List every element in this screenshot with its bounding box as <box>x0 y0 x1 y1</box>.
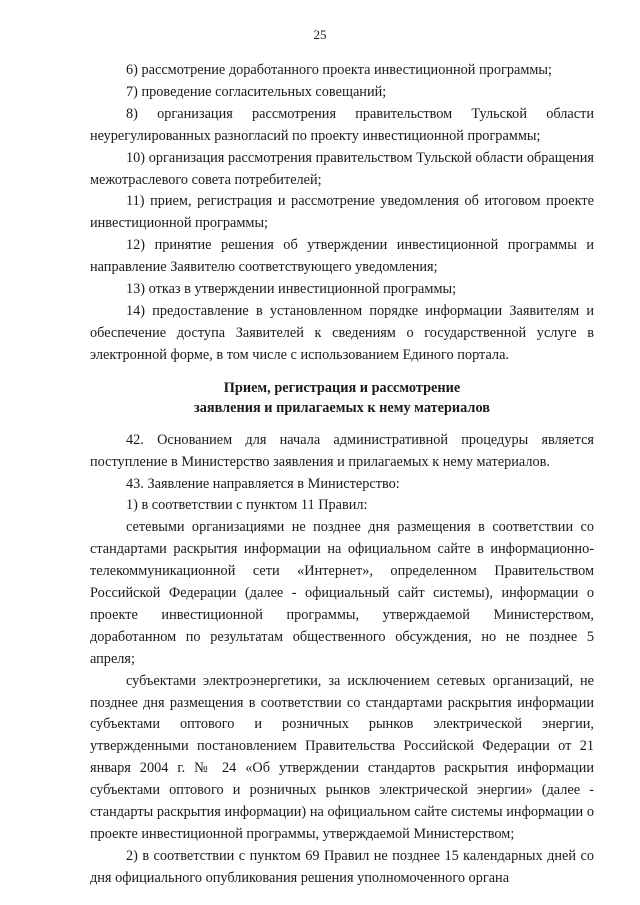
paragraph: 2) в соответствии с пунктом 69 Правил не позднее 15 календарных дней со дня официального опубликования решения уполномоченного органа <box>90 847 594 886</box>
section-heading-line-1: Прием, регистрация и рассмотрение <box>223 379 461 396</box>
page-number: 25 <box>313 27 327 42</box>
paragraph: субъектами электроэнергетики, за исключением сетевых организаций, не позднее дня размещения в соответствии со стандартами раскрытия информации субъектами оптового и розничных рынков электрической энергии, утвержденными постановлением Правительства Российской Федерации от 21 января 2004 г. № 24 «Об утверждении стандартов раскрытия информации субъектами оптового и розничных рынков электрической энергии» (далее - стандарты раскрытия информации) на официальном сайте системы информации о проекте инвестиционной программы, утверждаемой Министерством; <box>90 672 594 842</box>
list-item: 11) прием, регистрация и рассмотрение уведомления об итоговом проекте инвестиционной программы; <box>90 193 594 232</box>
list-item: 8) организация рассмотрения правительством Тульской области неурегулированных разногласий по проекту инвестиционной программы; <box>90 105 594 144</box>
section-heading <box>90 378 594 418</box>
list-item: 10) организация рассмотрения правительством Тульской области обращения межотраслевого совета потребителей; <box>90 149 594 188</box>
section-heading-line-2: заявления и прилагаемых к нему материалов <box>194 399 490 416</box>
paragraph: сетевыми организациями не позднее дня размещения в соответствии со стандартами раскрытия информации на официальном сайте в информационно-телекоммуникационной сети «Интернет», определенном Правительством Российской Федерации (далее - официальный сайт системы), информации о проекте инвестиционной программы, утверждаемой Министерством, доработанном по результатам общественного обсуждения, но не позднее 5 апреля; <box>90 519 594 667</box>
list-item: 13) отказ в утверждении инвестиционной программы; <box>126 281 457 298</box>
document-body <box>90 60 594 890</box>
list-item: 7) проведение согласительных совещаний; <box>126 83 387 100</box>
paragraph: 1) в соответствии с пунктом 11 Правил: <box>126 497 368 514</box>
list-item: 12) принятие решения об утверждении инвестиционной программы и направление Заявителю соответствующего уведомления; <box>90 237 594 276</box>
list-item: 6) рассмотрение доработанного проекта инвестиционной программы; <box>126 62 553 78</box>
list-item: 14) предоставление в установленном порядке информации Заявителям и обеспечение доступа Заявителей к сведениям о государственной услуге в электронной форме, в том числе с использованием Единого портала. <box>90 302 594 363</box>
paragraph: 42. Основанием для начала административной процедуры является поступление в Министерство заявления и прилагаемых к нему материалов. <box>90 431 594 470</box>
paragraph: 43. Заявление направляется в Министерство: <box>126 475 400 492</box>
